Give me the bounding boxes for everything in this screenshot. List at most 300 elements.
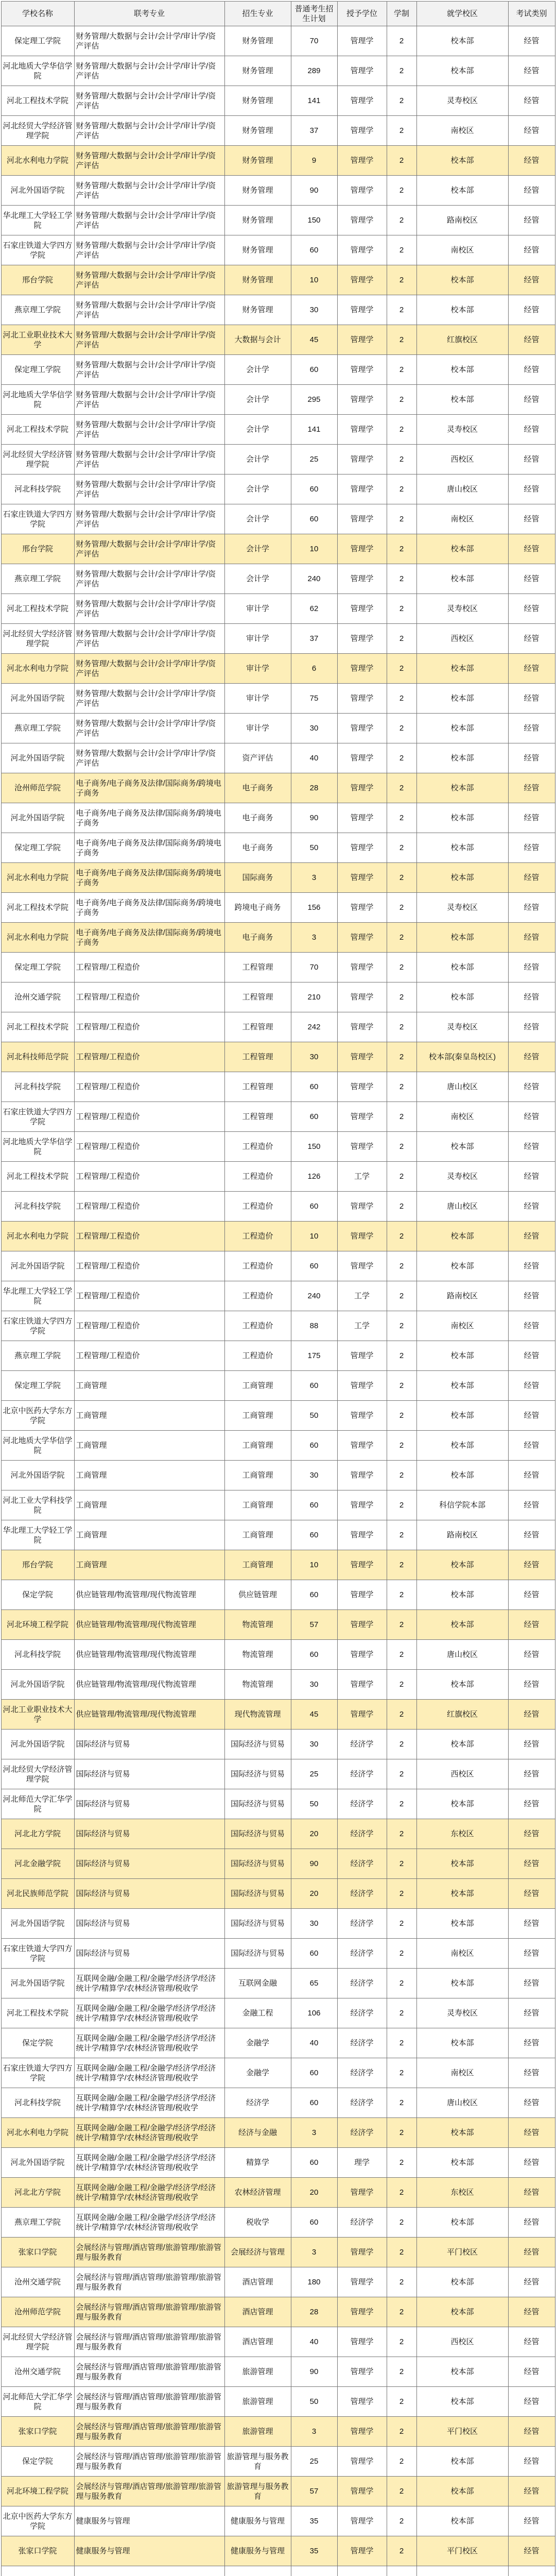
cell-exam-major: 工程管理/工程造价 xyxy=(74,1102,224,1132)
cell-school: 保定理工学院 xyxy=(1,355,74,385)
cell-campus: 平门校区 xyxy=(416,2238,508,2267)
cell-campus: 校本部 xyxy=(416,953,508,982)
cell-campus: 灵寿校区 xyxy=(416,594,508,624)
cell-plan: 60 xyxy=(291,1939,337,1969)
cell-exam-major: 健康服务与管理 xyxy=(74,2536,224,2566)
table-row xyxy=(1,1759,555,1789)
header-degree: 授予学位 xyxy=(337,2,387,26)
cell-degree: 管理学 xyxy=(337,146,387,176)
cell-degree: 理学 xyxy=(337,2148,387,2178)
header-exam-major: 联考专业 xyxy=(74,2,224,26)
cell-degree: 管理学 xyxy=(337,1371,387,1401)
cell-duration: 2 xyxy=(387,385,416,415)
cell-enroll-major: 物流管理 xyxy=(224,1610,291,1640)
cell-degree: 管理学 xyxy=(337,206,387,235)
cell-campus: 校本部 xyxy=(416,1550,508,1580)
cell-duration: 2 xyxy=(387,1580,416,1610)
cell-exam-major: 财务管理/大数据与会计/会计学/审计学/资产评估 xyxy=(74,26,224,56)
cell-exam-major: 供应链管理/物流管理/现代物流管理 xyxy=(74,1640,224,1670)
table-row xyxy=(1,893,555,923)
table-row xyxy=(1,684,555,714)
cell-school: 河北金融学院 xyxy=(1,1849,74,1879)
cell-exam-type: 经管 xyxy=(508,833,555,863)
cell-exam-major: 工程管理/工程造价 xyxy=(74,1341,224,1371)
cell-degree: 管理学 xyxy=(337,1610,387,1640)
cell-exam-major: 国际经济与贸易 xyxy=(74,1909,224,1939)
cell-campus: 校本部 xyxy=(416,1969,508,1998)
table-row xyxy=(1,1640,555,1670)
cell-exam-type: 经管 xyxy=(508,1132,555,1162)
cell-exam-type: 经管 xyxy=(508,1311,555,1341)
cell-duration: 2 xyxy=(387,445,416,474)
cell-exam-type: 经管 xyxy=(508,863,555,893)
cell-exam-major: 财务管理/大数据与会计/会计学/审计学/资产评估 xyxy=(74,146,224,176)
table-row xyxy=(1,2327,555,2357)
cell-enroll-major: 会计学 xyxy=(224,534,291,564)
table-row xyxy=(1,1998,555,2028)
cell-exam-major: 财务管理/大数据与会计/会计学/审计学/资产评估 xyxy=(74,206,224,235)
cell-exam-type: 经管 xyxy=(508,982,555,1012)
cell-exam-major: 工程管理/工程造价 xyxy=(74,1251,224,1281)
cell-campus: 校本部 xyxy=(416,833,508,863)
cell-duration: 2 xyxy=(387,743,416,773)
cell-exam-type: 经管 xyxy=(508,1670,555,1700)
cell-plan: 60 xyxy=(291,355,337,385)
cell-exam-type: 经管 xyxy=(508,2238,555,2267)
cell-duration: 2 xyxy=(387,415,416,445)
cell-duration: 2 xyxy=(387,2267,416,2297)
cell-exam-type: 经管 xyxy=(508,1610,555,1640)
cell-exam-major: 工商管理 xyxy=(74,1461,224,1490)
cell-enroll-major: 工程造价 xyxy=(224,1192,291,1222)
cell-enroll-major: 大数据与会计 xyxy=(224,325,291,355)
cell-duration: 2 xyxy=(387,474,416,504)
cell-school: 燕京理工学院 xyxy=(1,2208,74,2238)
cell-exam-major: 工程管理/工程造价 xyxy=(74,1311,224,1341)
cell-exam-major: 会展经济与管理/酒店管理/旅游管理/旅游管理与服务教育 xyxy=(74,2417,224,2447)
cell-enroll-major: 财务管理 xyxy=(224,56,291,86)
cell-plan: 30 xyxy=(291,1909,337,1939)
cell-enroll-major: 工程造价 xyxy=(224,1281,291,1311)
cell-enroll-major: 财务管理 xyxy=(224,295,291,325)
cell-degree: 管理学 xyxy=(337,2297,387,2327)
cell-degree: 管理学 xyxy=(337,684,387,714)
cell-campus: 南校区 xyxy=(416,235,508,265)
cell-degree: 管理学 xyxy=(337,1222,387,1251)
cell-degree: 管理学 xyxy=(337,1431,387,1461)
cell-exam-type: 经管 xyxy=(508,1222,555,1251)
cell-exam-major: 财务管理/大数据与会计/会计学/审计学/资产评估 xyxy=(74,684,224,714)
cell-exam-type: 经管 xyxy=(508,1580,555,1610)
table-row xyxy=(1,1730,555,1759)
cell-campus: 校本部 xyxy=(416,1789,508,1819)
table-row xyxy=(1,56,555,86)
cell-degree: 管理学 xyxy=(337,385,387,415)
cell-school: 河北外国语学院 xyxy=(1,1969,74,1998)
cell-plan: 150 xyxy=(291,1132,337,1162)
table-row xyxy=(1,2447,555,2477)
cell-duration: 2 xyxy=(387,56,416,86)
cell-exam-major: 电子商务/电子商务及法律/国际商务/跨境电子商务 xyxy=(74,833,224,863)
cell-exam-major: 互联网金融/金融工程/金融学/经济学/经济统计学/精算学/农林经济管理/税收学 xyxy=(74,1998,224,2028)
table-row xyxy=(1,654,555,684)
cell-exam-type: 经管 xyxy=(508,684,555,714)
cell-plan: 60 xyxy=(291,1640,337,1670)
cell-exam-type: 经管 xyxy=(508,1759,555,1789)
cell-plan: 75 xyxy=(291,684,337,714)
cell-campus: 校本部 xyxy=(416,1251,508,1281)
cell-duration: 2 xyxy=(387,2536,416,2566)
cell-duration: 2 xyxy=(387,1251,416,1281)
cell-plan: 57 xyxy=(291,1610,337,1640)
cell-school: 燕京理工学院 xyxy=(1,295,74,325)
cell-degree: 管理学 xyxy=(337,474,387,504)
cell-exam-type: 经管 xyxy=(508,2088,555,2118)
cell-exam-type: 经管 xyxy=(508,295,555,325)
cell-exam-major: 电子商务/电子商务及法律/国际商务/跨境电子商务 xyxy=(74,773,224,803)
cell-exam-major: 国际经济与贸易 xyxy=(74,1939,224,1969)
cell-degree: 经济学 xyxy=(337,2118,387,2148)
cell-school: 河北地质大学华信学院 xyxy=(1,56,74,86)
cell-degree: 管理学 xyxy=(337,235,387,265)
cell-exam-major: 互联网金融/金融工程/金融学/经济学/经济统计学/精算学/农林经济管理/税收学 xyxy=(74,2148,224,2178)
cell-duration: 2 xyxy=(387,2178,416,2208)
cell-duration: 2 xyxy=(387,1102,416,1132)
table-row xyxy=(1,2506,555,2536)
cell-exam-major: 工程管理/工程造价 xyxy=(74,953,224,982)
cell-exam-major: 财务管理/大数据与会计/会计学/审计学/资产评估 xyxy=(74,474,224,504)
table-row xyxy=(1,265,555,295)
header-row xyxy=(1,2,555,26)
cell-plan: 60 xyxy=(291,1520,337,1550)
cell-campus: 校本部 xyxy=(416,564,508,594)
table-row xyxy=(1,1281,555,1311)
table-row xyxy=(1,1012,555,1042)
cell-enroll-major: 国际经济与贸易 xyxy=(224,1909,291,1939)
cell-exam-major: 财务管理/大数据与会计/会计学/审计学/资产评估 xyxy=(74,714,224,743)
cell-plan: 25 xyxy=(291,1759,337,1789)
cell-school: 保定理工学院 xyxy=(1,26,74,56)
cell-degree: 管理学 xyxy=(337,833,387,863)
cell-exam-type: 经管 xyxy=(508,534,555,564)
cell-campus: 校本部 xyxy=(416,2118,508,2148)
cell-duration: 2 xyxy=(387,1490,416,1520)
table-row xyxy=(1,1580,555,1610)
cell-exam-type: 经管 xyxy=(508,385,555,415)
cell-school: 河北环境工程学院 xyxy=(1,1610,74,1640)
cell-enroll-major: 国际经济与贸易 xyxy=(224,1789,291,1819)
cell-exam-major: 财务管理/大数据与会计/会计学/审计学/资产评估 xyxy=(74,743,224,773)
cell-duration: 2 xyxy=(387,624,416,654)
table-row xyxy=(1,1520,555,1550)
cell-school: 河北外国语学院 xyxy=(1,1909,74,1939)
table-row xyxy=(1,176,555,206)
cell-school: 保定学院 xyxy=(1,2447,74,2477)
cell-exam-type: 经管 xyxy=(508,714,555,743)
cell-exam-major: 互联网金融/金融工程/金融学/经济学/经济统计学/精算学/农林经济管理/税收学 xyxy=(74,2088,224,2118)
cell-enroll-major: 国际经济与贸易 xyxy=(224,1730,291,1759)
table-row xyxy=(1,1072,555,1102)
cell-exam-type: 经管 xyxy=(508,1998,555,2028)
cell-exam-type: 经管 xyxy=(508,1849,555,1879)
cell-plan: 10 xyxy=(291,1550,337,1580)
table-row xyxy=(1,1550,555,1580)
cell-enroll-major: 国际商务 xyxy=(224,863,291,893)
table-row xyxy=(1,1132,555,1162)
cell-duration: 2 xyxy=(387,1700,416,1730)
cell-exam-major: 工商管理 xyxy=(74,1431,224,1461)
table-row xyxy=(1,1042,555,1072)
cell-school: 河北科技学院 xyxy=(1,1072,74,1102)
cell-exam-type: 经管 xyxy=(508,1162,555,1192)
cell-enroll-major: 国际经济与贸易 xyxy=(224,1819,291,1849)
cell-duration: 2 xyxy=(387,923,416,953)
cell-campus: 西校区 xyxy=(416,445,508,474)
cell-enroll-major: 工程管理 xyxy=(224,982,291,1012)
cell-enroll-major: 工商管理 xyxy=(224,1431,291,1461)
cell-plan: 60 xyxy=(291,1580,337,1610)
cell-duration: 2 xyxy=(387,355,416,385)
cell-duration: 2 xyxy=(387,2506,416,2536)
cell-plan: 60 xyxy=(291,1431,337,1461)
cell-school: 石家庄铁道大学四方学院 xyxy=(1,2058,74,2088)
cell-campus: 南校区 xyxy=(416,2058,508,2088)
cell-plan: 240 xyxy=(291,1281,337,1311)
cell-enroll-major: 财务管理 xyxy=(224,265,291,295)
cell-enroll-major: 国际经济与贸易 xyxy=(224,1849,291,1879)
cell-school: 石家庄铁道大学四方学院 xyxy=(1,504,74,534)
cell-degree: 管理学 xyxy=(337,504,387,534)
cell-plan: 3 xyxy=(291,863,337,893)
cell-enroll-major: 会计学 xyxy=(224,445,291,474)
cell-exam-major: 工商管理 xyxy=(74,1401,224,1431)
cell-degree: 管理学 xyxy=(337,355,387,385)
table-row xyxy=(1,773,555,803)
cell-duration: 2 xyxy=(387,235,416,265)
cell-school: 河北工程技术学院 xyxy=(1,1012,74,1042)
cell-enroll-major: 物流管理 xyxy=(224,1640,291,1670)
cell-duration: 2 xyxy=(387,654,416,684)
cell-enroll-major: 酒店管理 xyxy=(224,2267,291,2297)
cell-campus: 校本部 xyxy=(416,1461,508,1490)
cell-duration: 2 xyxy=(387,2417,416,2447)
cell-campus: 校本部 xyxy=(416,982,508,1012)
cell-exam-major: 财务管理/大数据与会计/会计学/审计学/资产评估 xyxy=(74,235,224,265)
cell-plan: 30 xyxy=(291,1461,337,1490)
cell-exam-type: 经管 xyxy=(508,923,555,953)
cell-campus: 校本部 xyxy=(416,714,508,743)
cell-campus: 平门校区 xyxy=(416,2417,508,2447)
table-row xyxy=(1,146,555,176)
cell-exam-major: 供应链管理/物流管理/现代物流管理 xyxy=(74,1670,224,1700)
cell-exam-type: 经管 xyxy=(508,773,555,803)
cell-enroll-major: 审计学 xyxy=(224,624,291,654)
cell-exam-major: 财务管理/大数据与会计/会计学/审计学/资产评估 xyxy=(74,56,224,86)
cell-duration: 2 xyxy=(387,1640,416,1670)
cell-degree: 经济学 xyxy=(337,1759,387,1789)
cell-exam-major: 会展经济与管理/酒店管理/旅游管理/旅游管理与服务教育 xyxy=(74,2387,224,2417)
cell-school: 河北外国语学院 xyxy=(1,684,74,714)
cell-degree: 管理学 xyxy=(337,2387,387,2417)
cell-school: 沧州师范学院 xyxy=(1,2297,74,2327)
cell-duration: 2 xyxy=(387,1759,416,1789)
cell-degree: 管理学 xyxy=(337,1520,387,1550)
cell-exam-major: 财务管理/大数据与会计/会计学/审计学/资产评估 xyxy=(74,534,224,564)
table-row xyxy=(1,2357,555,2387)
header-enroll-major: 招生专业 xyxy=(224,2,291,26)
cell-school: 河北水利电力学院 xyxy=(1,654,74,684)
cell-exam-type: 经管 xyxy=(508,2387,555,2417)
cell-school: 河北地质大学华信学院 xyxy=(1,385,74,415)
cell-exam-type: 经管 xyxy=(508,1550,555,1580)
cell-enroll-major: 电子商务 xyxy=(224,833,291,863)
cell-degree: 管理学 xyxy=(337,773,387,803)
cell-campus: 校本部 xyxy=(416,385,508,415)
cell-exam-type: 经管 xyxy=(508,953,555,982)
cell-duration: 2 xyxy=(387,1042,416,1072)
cell-campus: 校本部 xyxy=(416,1132,508,1162)
cell-school: 华北理工大学轻工学院 xyxy=(1,206,74,235)
cell-campus: 校本部 xyxy=(416,2148,508,2178)
cell-duration: 2 xyxy=(387,26,416,56)
table-row xyxy=(1,2028,555,2058)
table-row xyxy=(1,564,555,594)
cell-plan: 9 xyxy=(291,146,337,176)
cell-campus: 校本部 xyxy=(416,2297,508,2327)
cell-exam-type: 经管 xyxy=(508,1789,555,1819)
cell-plan xyxy=(291,2566,337,2576)
cell-exam-type xyxy=(508,2566,555,2576)
cell-degree: 管理学 xyxy=(337,1072,387,1102)
cell-school: 沧州交通学院 xyxy=(1,2267,74,2297)
cell-exam-major: 国际经济与贸易 xyxy=(74,1730,224,1759)
cell-enroll-major: 资产评估 xyxy=(224,743,291,773)
cell-degree: 管理学 xyxy=(337,445,387,474)
cell-exam-type: 经管 xyxy=(508,2028,555,2058)
cell-exam-type: 经管 xyxy=(508,86,555,116)
cell-campus: 校本部 xyxy=(416,2028,508,2058)
cell-exam-major: 财务管理/大数据与会计/会计学/审计学/资产评估 xyxy=(74,355,224,385)
cell-campus: 灵寿校区 xyxy=(416,893,508,923)
cell-enroll-major: 税收学 xyxy=(224,2208,291,2238)
cell-school: 河北环境工程学院 xyxy=(1,2477,74,2506)
cell-duration: 2 xyxy=(387,1222,416,1251)
cell-exam-type: 经管 xyxy=(508,1879,555,1909)
cell-campus: 校本部 xyxy=(416,1610,508,1640)
table-row xyxy=(1,2566,555,2576)
cell-degree: 管理学 xyxy=(337,1042,387,1072)
cell-exam-type: 经管 xyxy=(508,1730,555,1759)
cell-exam-type: 经管 xyxy=(508,2267,555,2297)
cell-exam-type: 经管 xyxy=(508,1401,555,1431)
cell-school: 燕京理工学院 xyxy=(1,1341,74,1371)
cell-exam-type: 经管 xyxy=(508,743,555,773)
cell-enroll-major: 会计学 xyxy=(224,474,291,504)
cell-degree: 管理学 xyxy=(337,26,387,56)
cell-plan: 50 xyxy=(291,1789,337,1819)
cell-duration: 2 xyxy=(387,803,416,833)
cell-exam-major: 财务管理/大数据与会计/会计学/审计学/资产评估 xyxy=(74,564,224,594)
cell-duration: 2 xyxy=(387,2118,416,2148)
cell-plan: 50 xyxy=(291,2387,337,2417)
cell-school: 河北科技学院 xyxy=(1,2088,74,2118)
cell-exam-major: 工程管理/工程造价 xyxy=(74,1012,224,1042)
cell-exam-major: 工商管理 xyxy=(74,1550,224,1580)
cell-exam-major: 供应链管理/物流管理/现代物流管理 xyxy=(74,1580,224,1610)
cell-degree: 经济学 xyxy=(337,1998,387,2028)
cell-school: 石家庄铁道大学四方学院 xyxy=(1,1311,74,1341)
table-row xyxy=(1,803,555,833)
cell-campus: 灵寿校区 xyxy=(416,1012,508,1042)
cell-plan: 126 xyxy=(291,1162,337,1192)
cell-enroll-major: 健康服务与管理 xyxy=(224,2506,291,2536)
cell-degree: 管理学 xyxy=(337,2327,387,2357)
cell-school: 河北水利电力学院 xyxy=(1,2118,74,2148)
cell-duration: 2 xyxy=(387,206,416,235)
cell-duration: 2 xyxy=(387,176,416,206)
cell-enroll-major: 会计学 xyxy=(224,415,291,445)
cell-duration: 2 xyxy=(387,1730,416,1759)
cell-enroll-major: 会计学 xyxy=(224,355,291,385)
table-row xyxy=(1,325,555,355)
cell-degree: 管理学 xyxy=(337,116,387,146)
cell-degree: 管理学 xyxy=(337,265,387,295)
header-duration: 学制 xyxy=(387,2,416,26)
cell-exam-type: 经管 xyxy=(508,594,555,624)
cell-enroll-major: 财务管理 xyxy=(224,206,291,235)
cell-plan: 10 xyxy=(291,1222,337,1251)
cell-plan: 60 xyxy=(291,1490,337,1520)
cell-campus: 校本部 xyxy=(416,1670,508,1700)
cell-campus: 校本部 xyxy=(416,56,508,86)
cell-school: 沧州交通学院 xyxy=(1,982,74,1012)
cell-school: 华北理工大学轻工学院 xyxy=(1,1281,74,1311)
cell-duration: 2 xyxy=(387,265,416,295)
cell-duration: 2 xyxy=(387,1969,416,1998)
cell-exam-major: 电子商务/电子商务及法律/国际商务/跨境电子商务 xyxy=(74,863,224,893)
cell-exam-type: 经管 xyxy=(508,624,555,654)
cell-enroll-major: 审计学 xyxy=(224,654,291,684)
cell-duration: 2 xyxy=(387,1819,416,1849)
cell-enroll-major: 酒店管理 xyxy=(224,2327,291,2357)
cell-exam-type: 经管 xyxy=(508,2447,555,2477)
cell-duration: 2 xyxy=(387,1998,416,2028)
cell-exam-type: 经管 xyxy=(508,1700,555,1730)
cell-exam-type: 经管 xyxy=(508,355,555,385)
cell-school: 张家口学院 xyxy=(1,2536,74,2566)
table-row xyxy=(1,1431,555,1461)
table-row xyxy=(1,2297,555,2327)
table-row xyxy=(1,2148,555,2178)
cell-degree: 管理学 xyxy=(337,1670,387,1700)
cell-degree: 管理学 xyxy=(337,2417,387,2447)
cell-enroll-major: 会计学 xyxy=(224,504,291,534)
cell-duration: 2 xyxy=(387,982,416,1012)
cell-school: 河北经贸大学经济管理学院 xyxy=(1,1759,74,1789)
cell-campus: 南校区 xyxy=(416,116,508,146)
table-row xyxy=(1,714,555,743)
cell-degree: 管理学 xyxy=(337,2267,387,2297)
cell-exam-type: 经管 xyxy=(508,1072,555,1102)
cell-exam-major: 供应链管理/物流管理/现代物流管理 xyxy=(74,1700,224,1730)
cell-exam-major: 财务管理/大数据与会计/会计学/审计学/资产评估 xyxy=(74,385,224,415)
cell-exam-major: 工程管理/工程造价 xyxy=(74,1162,224,1192)
cell-exam-major: 财务管理/大数据与会计/会计学/审计学/资产评估 xyxy=(74,594,224,624)
table-row xyxy=(1,1341,555,1371)
cell-duration: 2 xyxy=(387,953,416,982)
cell-enroll-major: 会计学 xyxy=(224,564,291,594)
cell-school: 河北外国语学院 xyxy=(1,1461,74,1490)
